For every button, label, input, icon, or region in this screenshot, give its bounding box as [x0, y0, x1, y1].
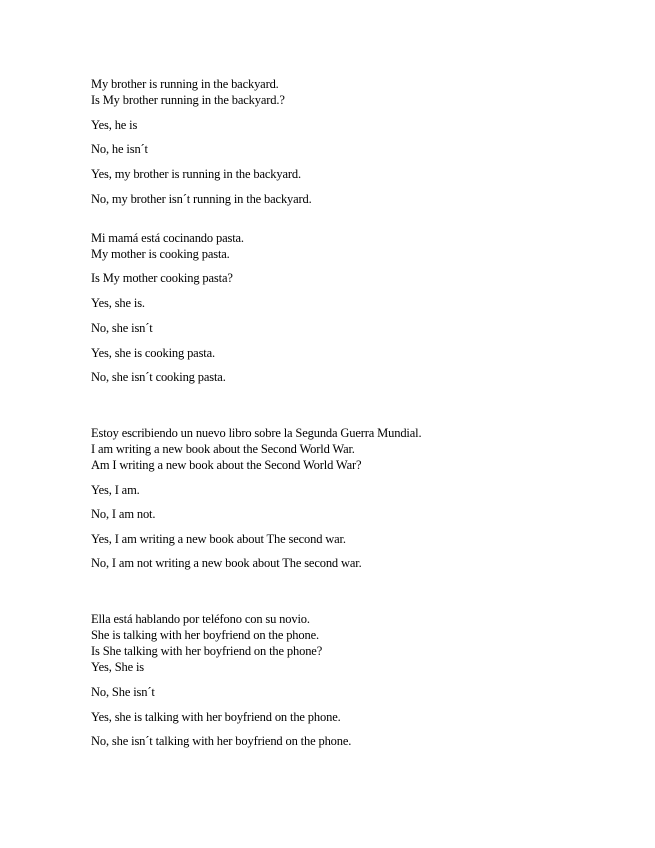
s3-spanish: Estoy escribiendo un nuevo libro sobre la Segunda Guerra Mundial.	[91, 426, 422, 440]
s1-short-yes: Yes, he is	[91, 118, 138, 132]
s4-sentence: She is talking with her boyfriend on the phone.	[91, 628, 319, 642]
s4-spanish: Ella está hablando por teléfono con su novio.	[91, 612, 310, 626]
s3-question: Am I writing a new book about the Second World War?	[91, 458, 362, 472]
s4-question: Is She talking with her boyfriend on the phone?	[91, 644, 323, 658]
s2-short-yes: Yes, she is.	[91, 296, 145, 310]
s4-long-no: No, she isn´t talking with her boyfriend on the phone.	[91, 734, 352, 748]
s2-spanish: Mi mamá está cocinando pasta.	[91, 231, 244, 245]
s4-short-yes: Yes, She is	[91, 660, 145, 674]
s4-short-no: No, She isn´t	[91, 685, 155, 699]
s2-sentence: My mother is cooking pasta.	[91, 247, 230, 261]
s1-long-yes: Yes, my brother is running in the backyard.	[91, 167, 301, 181]
s3-short-yes: Yes, I am.	[91, 483, 140, 497]
s2-long-yes: Yes, she is cooking pasta.	[91, 346, 215, 360]
s1-long-no: No, my brother isn´t running in the backyard.	[91, 192, 312, 206]
s3-long-yes: Yes, I am writing a new book about The second war.	[91, 532, 346, 546]
s2-long-no: No, she isn´t cooking pasta.	[91, 370, 226, 384]
s3-sentence: I am writing a new book about the Second World War.	[91, 442, 355, 456]
s1-sentence: My brother is running in the backyard.	[91, 77, 279, 91]
s2-short-no: No, she isn´t	[91, 321, 153, 335]
s3-short-no: No, I am not.	[91, 507, 156, 521]
s3-long-no: No, I am not writing a new book about The second war.	[91, 556, 362, 570]
s4-long-yes: Yes, she is talking with her boyfriend on the phone.	[91, 710, 341, 724]
s2-question: Is My mother cooking pasta?	[91, 271, 233, 285]
s1-short-no: No, he isn´t	[91, 142, 148, 156]
s1-question: Is My brother running in the backyard.?	[91, 93, 285, 107]
